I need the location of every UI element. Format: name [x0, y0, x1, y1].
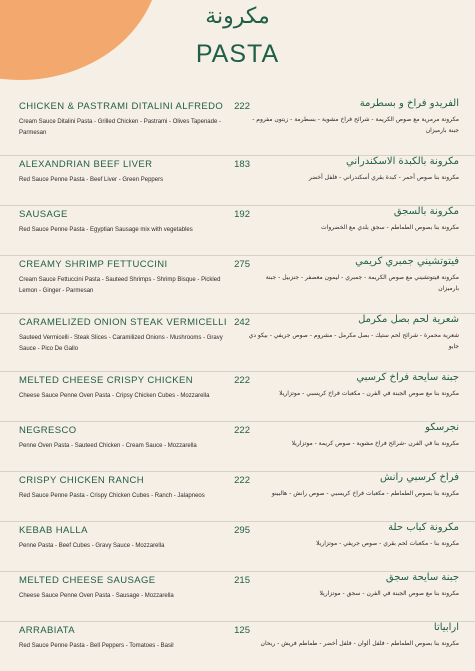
item-description: Red Sauce Penne Pasta - Beef Liver - Green Peppers: [19, 177, 164, 183]
item-price: 275: [234, 259, 250, 270]
item-price: 295: [234, 525, 250, 536]
item-price: 125: [234, 625, 250, 636]
item-name-arabic: شعرية لحم بصل مكرمل: [358, 314, 459, 325]
item-description-arabic: مكرونة بنا بصوص الطماطم - فلفل ألوان - فلفل أخضر - طماطم فريش - ريحان: [260, 640, 459, 647]
item-name-arabic: مكرونة بالكبدة الاسكندراني: [345, 156, 459, 167]
item-name: CHICKEN & PASTRAMI DITALINI ALFREDO: [19, 101, 224, 112]
item-description: Red Sauce Penne Pasta - Egyptian Sausage mix with vegetables: [19, 227, 193, 233]
menu-item: [0, 206, 475, 256]
item-description-arabic: مكرونة بنا مع صوص الجبنة في الفرن - مكعبات فراخ كريسبي - موتزاريلا: [279, 390, 459, 397]
page-title: PASTA: [195, 40, 280, 68]
item-name: ALEXANDRIAN BEEF LIVER: [19, 159, 153, 170]
menu-item: [0, 472, 475, 522]
item-name-arabic: فراخ كرسبي رانش: [379, 472, 459, 483]
item-name: MELTED CHEESE CRISPY CHICKEN: [19, 375, 193, 386]
item-price: 242: [234, 317, 250, 328]
item-description-arabic: مكرونة بنا - مكعبات لحم بقري - صوص جريفي - موتزاريلا: [316, 540, 459, 547]
item-description-arabic: شعرية محمرة - شرائح لحم ستيك - بصل مكرمل - مشروم - صوص جريفي - بيكو دي جايو: [248, 332, 459, 350]
item-name: NEGRESCO: [19, 425, 77, 436]
item-description: Cream Sauce Fettuccini Pasta - Sauteed Shrimps - Shrimp Bisque - Pickled Lemon - Ginger - Parmesan: [19, 277, 221, 294]
item-description: Sauteed Vermicelli - Steak Slices - Caramilized Onions - Mushrooms - Gravy Sauce - Pico De Gallo: [19, 335, 223, 352]
item-description: Cheese Sauce Penne Oven Pasta - Sausage - Mozzarella: [19, 593, 174, 599]
menu-item: [0, 256, 475, 314]
item-name-arabic: جبنة سايحة سجق: [385, 572, 459, 583]
item-description-arabic: مكرونة بنا بصوص الطماطم - مكعبات فراخ كريسبي - صوص رانش - هالبينو: [271, 490, 459, 497]
menu-item: [0, 156, 475, 206]
item-description: Penne Pasta - Beef Cubes - Gravy Sauce - Mozzarella: [19, 543, 165, 549]
item-name: KEBAB HALLA: [19, 525, 88, 536]
item-description-arabic: مكرونة بنا مع صوص الجبنة في الفرن - سجق - موتزاريلا: [319, 590, 459, 597]
item-name-arabic: ارابياتا: [433, 622, 459, 633]
menu-item: [0, 98, 475, 156]
item-description: Cheese Sauce Penne Oven Pasta - Cripsy Chicken Cubes - Mozzarella: [19, 393, 210, 399]
item-price: 222: [234, 101, 250, 112]
item-description-arabic: مكرونة فيتوتشيني مع صوص الكريمة - جمبري - ليمون معصفر - جنزبيل - جبنة بارميزان: [265, 274, 459, 292]
menu-item: [0, 422, 475, 472]
item-name-arabic: نجرسكو: [425, 422, 459, 433]
menu-item: [0, 372, 475, 422]
menu-item-list: [0, 98, 475, 671]
item-description-arabic: مكرونة بنا صوص أحمر - كبدة بقري أسكندراني - فلفل أخضر: [308, 174, 459, 181]
item-name: SAUSAGE: [19, 209, 68, 220]
item-name-arabic: الفريدو فراخ و بسطرمة: [359, 98, 459, 109]
item-description-arabic: مكرونة مرمرية مع صوص الكريمة - شرائح فراخ مشوية - بسطرمة - زيتون مفروم - جبنة بارميزان: [252, 116, 459, 134]
item-price: 222: [234, 475, 250, 486]
menu-item: [0, 572, 475, 622]
item-name-arabic: مكرونة كباب حلة: [388, 522, 459, 533]
item-description-arabic: مكرونة بنا في الفرن -شرائح فراخ مشوية - صوص كريمة - موتزاريلا: [291, 440, 459, 447]
item-name: CRISPY CHICKEN RANCH: [19, 475, 145, 486]
item-description: Penne Oven Pasta - Sauteed Chicken - Cream Sauce - Mozzarella: [19, 443, 197, 449]
item-name: CREAMY SHRIMP FETTUCCINI: [19, 259, 168, 270]
menu-item: [0, 622, 475, 671]
item-name-arabic: جبنة سايحة فراخ كرسبي: [356, 372, 459, 383]
item-description: Red Sauce Penne Pasta - Crispy Chicken Cubes - Ranch - Jalapneos: [19, 493, 205, 499]
item-name-arabic: فيتوتشيني جمبري كريمي: [355, 256, 459, 267]
item-price: 215: [234, 575, 250, 586]
item-price: 192: [234, 209, 250, 220]
item-price: 222: [234, 425, 250, 436]
item-name: ARRABIATA: [19, 625, 76, 636]
menu-item: [0, 522, 475, 572]
item-name: CARAMELIZED ONION STEAK VERMICELLI: [19, 317, 227, 328]
item-description-arabic: مكرونة بنا بصوص الطماطم - سجق بلدي مع الخضروات: [321, 224, 459, 231]
item-description: Red Sauce Penne Pasta - Bell Peppers - Tomatoes - Basil: [19, 643, 174, 649]
item-price: 222: [234, 375, 250, 386]
page-title-arabic: مكرونة: [205, 4, 270, 29]
menu-item: [0, 314, 475, 372]
item-description: Cream Sauce Ditalini Pasta - Grilled Chicken - Pastrami - Olives Tapenade - Parmesan: [19, 119, 221, 136]
item-name-arabic: مكرونة بالسجق: [393, 206, 459, 217]
item-price: 183: [234, 159, 250, 170]
item-name: MELTED CHEESE SAUSAGE: [19, 575, 156, 586]
